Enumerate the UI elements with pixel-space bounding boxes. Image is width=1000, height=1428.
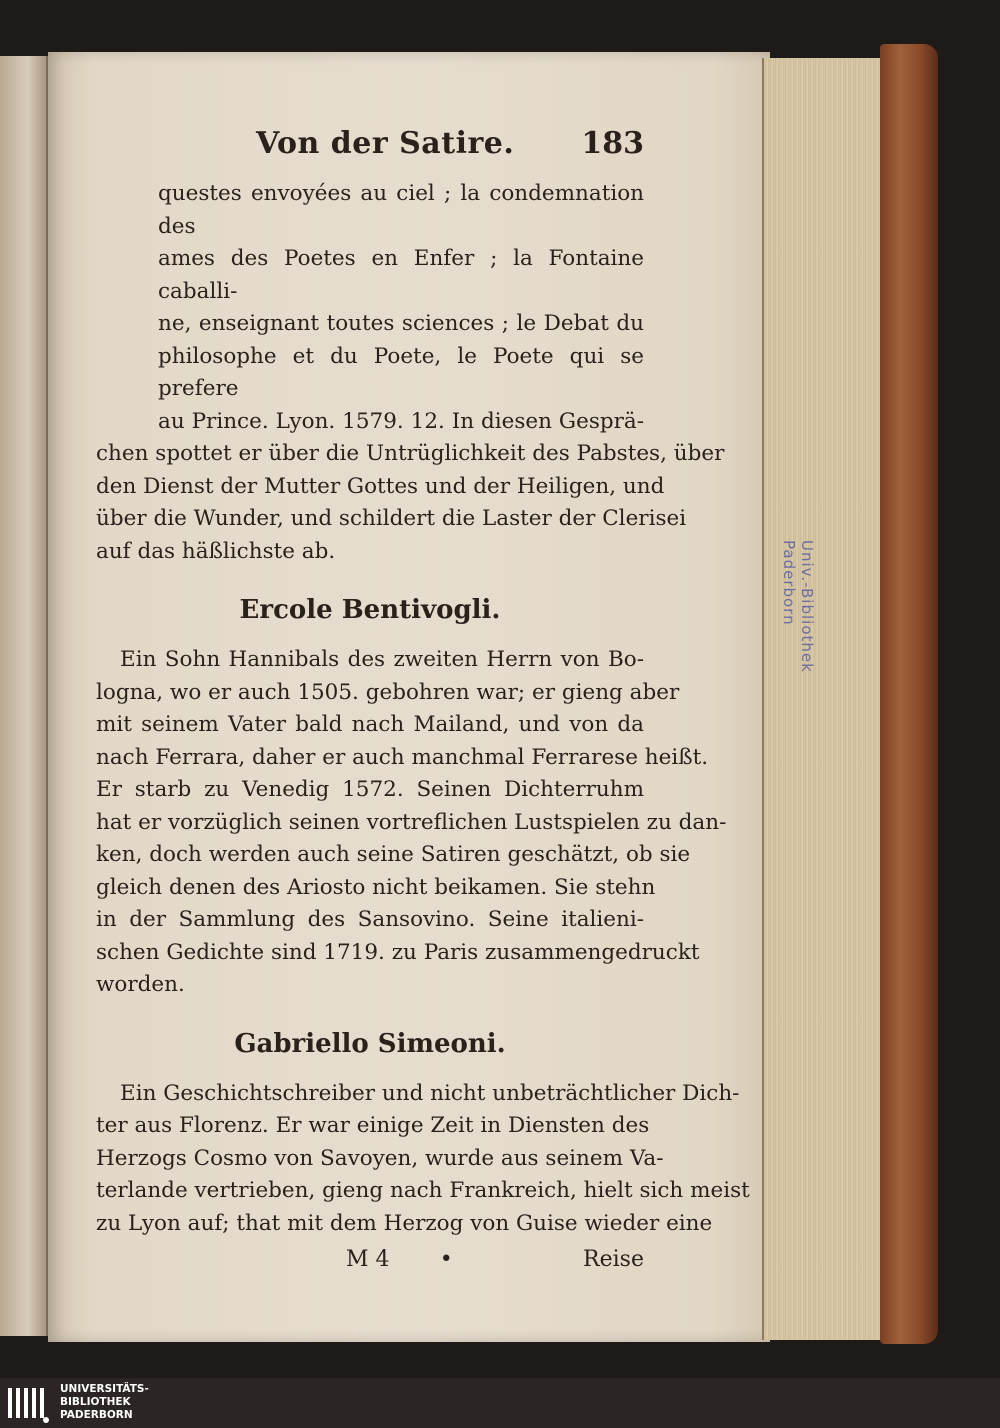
text-line: au Prince. Lyon. 1579. 12. In diesen Gesprä-	[158, 408, 644, 434]
text-line: philosophe et du Poete, le Poete qui se prefere	[158, 343, 644, 401]
bentivogli-paragraph	[96, 644, 727, 1002]
text-line: über die Wunder, und schildert die Laster der Clerisei	[96, 506, 687, 531]
text-line: nach Ferrara, daher er auch manchmal Ferrarese heißt.	[96, 744, 709, 770]
text-line: Er starb zu Venedig 1572. Seinen Dichterruhm	[96, 777, 644, 802]
text-line: ken, doch werden auch seine Satiren geschätzt, ob sie	[96, 842, 691, 867]
text-line: Ein Geschichtschreiber und nicht unbeträchtlicher Dich-	[120, 1080, 740, 1106]
simeoni-paragraph	[96, 1078, 750, 1241]
text-line: worden.	[96, 972, 185, 997]
footer-dot: •	[439, 1247, 453, 1272]
text-line: logna, wo er auch 1505. gebohren war; er gieng aber	[96, 679, 680, 705]
intro-paragraph	[96, 406, 725, 569]
french-title-lines	[96, 178, 644, 406]
library-footer-bar	[0, 1378, 1000, 1428]
text-line: ter aus Florenz. Er war einige Zeit in Diensten des	[96, 1113, 650, 1138]
text-line: Ein Sohn Hannibals des zweiten Herrn von Bo-	[120, 647, 644, 672]
text-line: in der Sammlung des Sansovino. Seine italieni-	[96, 907, 644, 932]
facing-page-edge	[0, 56, 48, 1336]
text-line: zu Lyon auf; that mit dem Herzog von Guise wieder eine	[96, 1210, 713, 1236]
text-line: ames des Poetes en Enfer ; la Fontaine caballi-	[158, 246, 644, 304]
library-logo-icon	[6, 1384, 50, 1424]
running-title: Von der Satire.	[256, 126, 515, 161]
text-line: terlande vertrieben, gieng nach Frankreich, hielt sich meist	[96, 1178, 750, 1203]
library-name: UNIVERSITÄTS- BIBLIOTHEK PADERBORN	[60, 1383, 149, 1421]
library-stamp: Univ.-Bibliothek Paderborn	[780, 540, 816, 673]
text-line: chen spottet er über die Untrüglichkeit des Pabstes, über	[96, 441, 725, 466]
text-line: hat er vorzüglich seinen vortreflichen Lustspielen zu dan-	[96, 809, 727, 835]
text-line: mit seinem Vater bald nach Mailand, und von da	[96, 712, 644, 737]
text-line: ne, enseignant toutes sciences ; le Debat du	[158, 311, 644, 336]
text-line: auf das häßlichste ab.	[96, 538, 336, 564]
text-line: questes envoyées au ciel ; la condemnation des	[158, 181, 644, 239]
running-header	[96, 128, 644, 172]
text-line: den Dienst der Mutter Gottes und der Heiligen, und	[96, 473, 665, 499]
signature-mark: M 4	[346, 1247, 390, 1272]
page-number: 183	[581, 126, 644, 161]
text-line: schen Gedichte sind 1719. zu Paris zusammengedruckt	[96, 939, 700, 965]
text-line: Herzogs Cosmo von Savoyen, wurde aus seinem Va-	[96, 1145, 664, 1171]
page-text	[96, 126, 750, 1277]
section-heading-bentivogli: Ercole Bentivogli.	[239, 595, 501, 625]
section-heading-simeoni: Gabriello Simeoni.	[234, 1028, 506, 1059]
book-binding	[880, 44, 938, 1344]
text-line: gleich denen des Ariosto nicht beikamen. Sie stehn	[96, 874, 656, 900]
catchword: Reise	[583, 1247, 644, 1272]
page-footer	[96, 1244, 644, 1277]
